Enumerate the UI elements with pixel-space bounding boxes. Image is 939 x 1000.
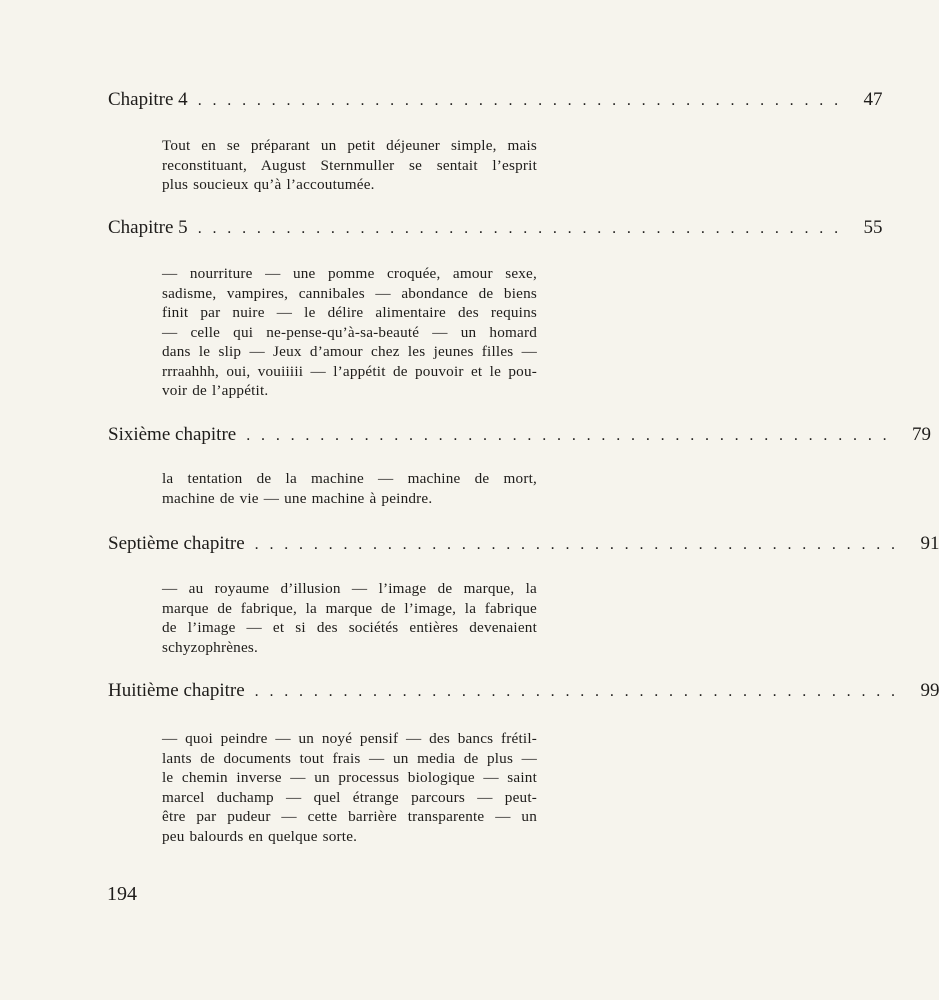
dot-leader: . . . . . . . . . . . . . . . . . . . . . . . . . . . . . . . . . . . . . . . . . . . . [254, 536, 899, 553]
summary-line: — quoi peindre — un noyé pensif — des bancs frétil- [162, 730, 537, 747]
toc-entry-chapitre-4 [108, 88, 883, 113]
summary-line: rrraahhh, oui, vouiiiii — l’appétit de pouvoir et le pou- [162, 362, 537, 380]
chapter-summary [162, 264, 537, 401]
summary-line: être par pudeur — cette barrière transparente — un [162, 808, 537, 825]
summary-line: — au royaume d’illusion — l’image de marque, la [162, 580, 537, 597]
dot-leader: . . . . . . . . . . . . . . . . . . . . . . . . . . . . . . . . . . . . . . . . . . . . [197, 220, 842, 237]
summary-line: sadisme, vampires, cannibales — abondance de biens [162, 284, 537, 302]
dot-leader: . . . . . . . . . . . . . . . . . . . . . . . . . . . . . . . . . . . . . . . . . . . . [197, 92, 842, 109]
chapter-page-number: 47 [863, 89, 883, 110]
summary-line: Tout en se préparant un petit déjeuner simple, mais [162, 137, 537, 154]
toc-entry-sixieme-chapitre [108, 423, 932, 448]
chapter-title: Huitième chapitre [108, 680, 245, 701]
summary-line: dans le slip — Jeux d’amour chez les jeunes filles — [162, 343, 537, 360]
toc-entry-huitieme-chapitre [108, 679, 939, 704]
summary-line: schyzophrènes. [162, 638, 259, 656]
summary-line: plus soucieux qu’à l’accoutumée. [162, 176, 375, 193]
summary-line: voir de l’appétit. [162, 382, 269, 399]
chapter-title: Chapitre 5 [108, 217, 188, 238]
summary-line: reconstituant, August Sternmuller se sentait l’esprit [162, 156, 537, 174]
chapter-title: Septième chapitre [108, 533, 245, 554]
toc-entry-chapitre-5 [108, 216, 883, 241]
chapter-summary [162, 729, 537, 846]
chapter-summary [162, 136, 537, 195]
summary-line: finit par nuire — le délire alimentaire des requins [162, 304, 537, 321]
page-number: 194 [107, 883, 137, 905]
summary-line: peu balourds en quelque sorte. [162, 827, 358, 845]
summary-line: — nourriture — une pomme croquée, amour sexe, [162, 265, 537, 282]
chapter-summary [162, 579, 537, 657]
summary-line: marcel duchamp — quel étrange parcours — peut- [162, 788, 537, 806]
dot-leader: . . . . . . . . . . . . . . . . . . . . . . . . . . . . . . . . . . . . . . . . . . . . [254, 683, 899, 700]
chapter-title: Chapitre 4 [108, 89, 188, 110]
toc-entry-septieme-chapitre [108, 532, 939, 557]
chapter-title: Sixième chapitre [108, 424, 237, 445]
dot-leader: . . . . . . . . . . . . . . . . . . . . . . . . . . . . . . . . . . . . . . . . . . . . [246, 427, 891, 444]
summary-line: — celle qui ne-pense-qu’à-sa-beauté — un homard [162, 323, 537, 341]
chapter-page-number: 79 [912, 424, 932, 445]
summary-line: machine de vie — une machine à peindre. [162, 489, 433, 507]
chapter-page-number: 91 [920, 533, 939, 554]
chapter-summary [162, 469, 537, 508]
chapter-page-number: 99 [920, 680, 939, 701]
summary-line: le chemin inverse — un processus biologique — saint [162, 769, 537, 786]
summary-line: lants de documents tout frais — un media de plus — [162, 749, 537, 767]
chapter-page-number: 55 [863, 217, 883, 238]
summary-line: de l’image — et si des sociétés entières devenaient [162, 619, 537, 636]
summary-line: marque de fabrique, la marque de l’image, la fabrique [162, 599, 537, 617]
summary-line: la tentation de la machine — machine de mort, [162, 470, 537, 487]
